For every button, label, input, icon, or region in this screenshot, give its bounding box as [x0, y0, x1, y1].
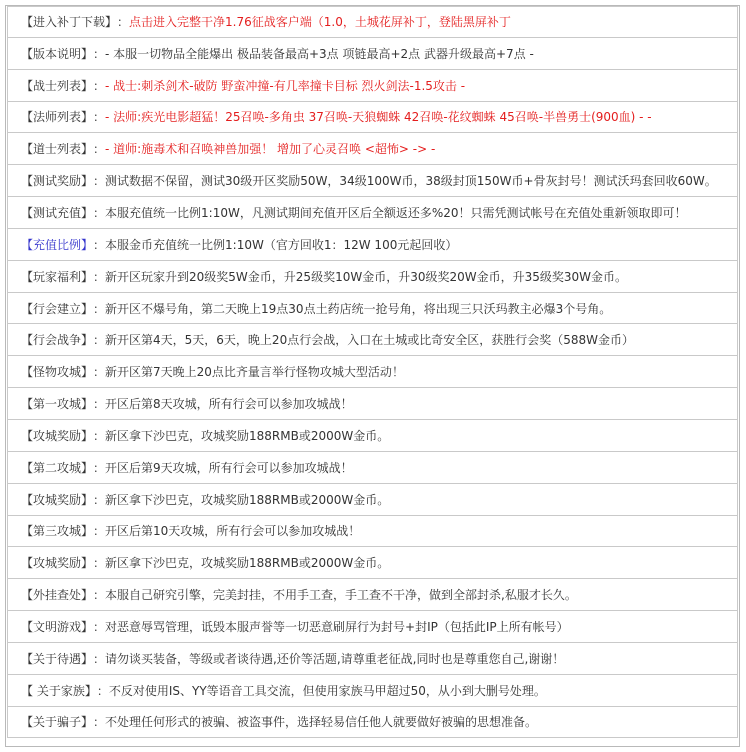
table-row [7, 452, 738, 484]
patch-download-link[interactable]: 【进入补丁下载】 [21, 15, 118, 30]
row-text: 新开区第7天晚上20点比齐量言举行怪物攻城大型活动！ [105, 365, 404, 380]
row-text: 本服自己研究引擎，完美封挂，不用手工查，手工查不干净，做到全部封杀,私服才长久。 [105, 588, 577, 603]
table-row [7, 197, 738, 229]
row-text: 新区拿下沙巴克，攻城奖励188RMB或2000W金币。 [105, 492, 390, 507]
client-download-link[interactable]: 点击进入完整干净1.76征战客户端（1.0，土城花屏补丁，登陆黑屏补丁 [129, 15, 511, 30]
table-row [7, 516, 738, 548]
row-separator: ： [93, 269, 106, 284]
row-text: 新开区不爆号角，第二天晚上19点30点土药店统一抢号角，将出现三只沃玛教主必爆3个号角。 [105, 301, 612, 316]
row-label: 【外挂查处】 [21, 588, 94, 603]
row-label: 【战士列表】 [21, 78, 94, 93]
row-text: 本服金币充值统一比例1:10W（官方回收1：12W 100元起回收） [105, 237, 458, 252]
row-label: 【攻城奖励】 [21, 492, 94, 507]
table-row [7, 707, 738, 739]
table-row [7, 388, 738, 420]
row-text: 测试数据不保留，测试30级开区奖励50W，34级100W币，38级封顶150W币+骨灰封号！测试沃玛套回收60W。 [105, 174, 717, 189]
row-label: 【道士列表】 [21, 142, 94, 157]
row-text: 开区后第8天攻城，所有行会可以参加攻城战！ [105, 397, 353, 412]
row-text: 开区后第9天攻城，所有行会可以参加攻城战！ [105, 460, 353, 475]
row-label: 【怪物攻城】 [21, 365, 94, 380]
table-row [7, 324, 738, 356]
row-label: 【行会建立】 [21, 301, 94, 316]
table-row [7, 420, 738, 452]
table-row [7, 484, 738, 516]
row-label: 【关于待遇】 [21, 651, 94, 666]
row-label: 【文明游戏】 [21, 619, 94, 634]
row-separator: ： [93, 365, 106, 380]
row-text: 新开区第4天，5天，6天，晚上20点行会战，入口在土城或比奇安全区，获胜行会奖（588W金币） [105, 333, 634, 348]
row-separator: ： [93, 301, 106, 316]
row-text: 开区后第10天攻城，所有行会可以参加攻城战！ [105, 524, 361, 539]
row-label: 【攻城奖励】 [21, 556, 94, 571]
row-label: 【法师列表】 [21, 110, 94, 125]
table-row [7, 643, 738, 675]
table-row [7, 70, 738, 102]
table-row [7, 675, 738, 707]
info-table [5, 5, 740, 747]
table-row [7, 38, 738, 70]
row-text: 新区拿下沙巴克，攻城奖励188RMB或2000W金币。 [105, 556, 390, 571]
row-separator: ： [93, 651, 106, 666]
row-text: - 战士:刺杀剑术-破防 野蛮冲撞-有几率撞卡目标 烈火剑法-1.5攻击 - [105, 78, 466, 93]
row-text: 对恶意辱骂管理，诋毁本服声誉等一切恶意刷屏行为封号+封IP（包括此IP上所有帐号） [105, 619, 569, 634]
row-text: 本服充值统一比例1:10W，凡测试期间充值开区后全额返还多%20！只需凭测试帐号在充值处重新领取即可！ [105, 205, 687, 220]
table-row [7, 547, 738, 579]
row-separator: ： [117, 15, 130, 30]
row-separator: ： [93, 588, 106, 603]
row-label: 【第二攻城】 [21, 460, 94, 475]
row-separator: ： [93, 524, 106, 539]
row-text: 新区拿下沙巴克，攻城奖励188RMB或2000W金币。 [105, 428, 390, 443]
table-row [7, 356, 738, 388]
table-row [7, 6, 738, 38]
row-label: 【攻城奖励】 [21, 428, 94, 443]
row-separator: ： [93, 619, 106, 634]
table-row [7, 293, 738, 325]
row-separator: ： [93, 142, 106, 157]
row-label: 【玩家福利】 [21, 269, 94, 284]
row-separator: ： [93, 397, 106, 412]
row-label: 【第三攻城】 [21, 524, 94, 539]
row-text: 新开区玩家升到20级奖5W金币，升25级奖10W金币，升30级奖20W金币，升35级奖30W金币。 [105, 269, 628, 284]
row-separator: ： [93, 333, 106, 348]
row-label: 【测试充值】 [21, 205, 94, 220]
row-label: 【 关于家族】 [21, 683, 97, 698]
table-row [7, 611, 738, 643]
row-text: 不处理任何形式的被骗、被盗事件，选择轻易信任他人就要做好被骗的思想准备。 [105, 715, 538, 730]
row-label: 【第一攻城】 [21, 397, 94, 412]
row-separator: ： [93, 46, 106, 61]
row-label: 【测试奖励】 [21, 174, 94, 189]
table-row [7, 261, 738, 293]
table-row [7, 102, 738, 134]
row-separator: ： [96, 683, 109, 698]
row-separator: ： [93, 460, 106, 475]
row-text: 不反对使用IS、YY等语音工具交流，但使用家族马甲超过50，从小到大删号处理。 [108, 683, 546, 698]
row-separator: ： [93, 174, 106, 189]
table-row [7, 579, 738, 611]
table-row [7, 165, 738, 197]
row-separator: ： [93, 428, 106, 443]
row-separator: ： [93, 110, 106, 125]
row-separator: ： [93, 237, 106, 252]
row-separator: ： [93, 78, 106, 93]
row-text: - 本服一切物品全能爆出 极品装备最高+3点 项链最高+2点 武器升级最高+7点 - [105, 46, 534, 61]
table-row [7, 229, 738, 261]
row-separator: ： [93, 492, 106, 507]
row-separator: ： [93, 715, 106, 730]
row-text: - 法师:疾光电影超猛！25召唤-多角虫 37召唤-天狼蜘蛛 42召唤-花纹蜘蛛 45召唤-半兽勇士(900血) - - [105, 110, 652, 125]
row-separator: ： [93, 205, 106, 220]
row-label: 【版本说明】 [21, 46, 94, 61]
row-text: - 道师:施毒术和召唤神兽加强！ 增加了心灵召唤 <超怖> -> - [105, 142, 436, 157]
row-separator: ： [93, 556, 106, 571]
table-row [7, 133, 738, 165]
row-label: 【行会战争】 [21, 333, 94, 348]
row-text: 请勿谈买装备，等级或者谈待遇,还价等活题,请尊重老征战,同时也是尊重您自己,谢谢！ [105, 651, 565, 666]
row-label: 【充值比例】 [21, 237, 94, 252]
row-label: 【关于骗子】 [21, 715, 94, 730]
